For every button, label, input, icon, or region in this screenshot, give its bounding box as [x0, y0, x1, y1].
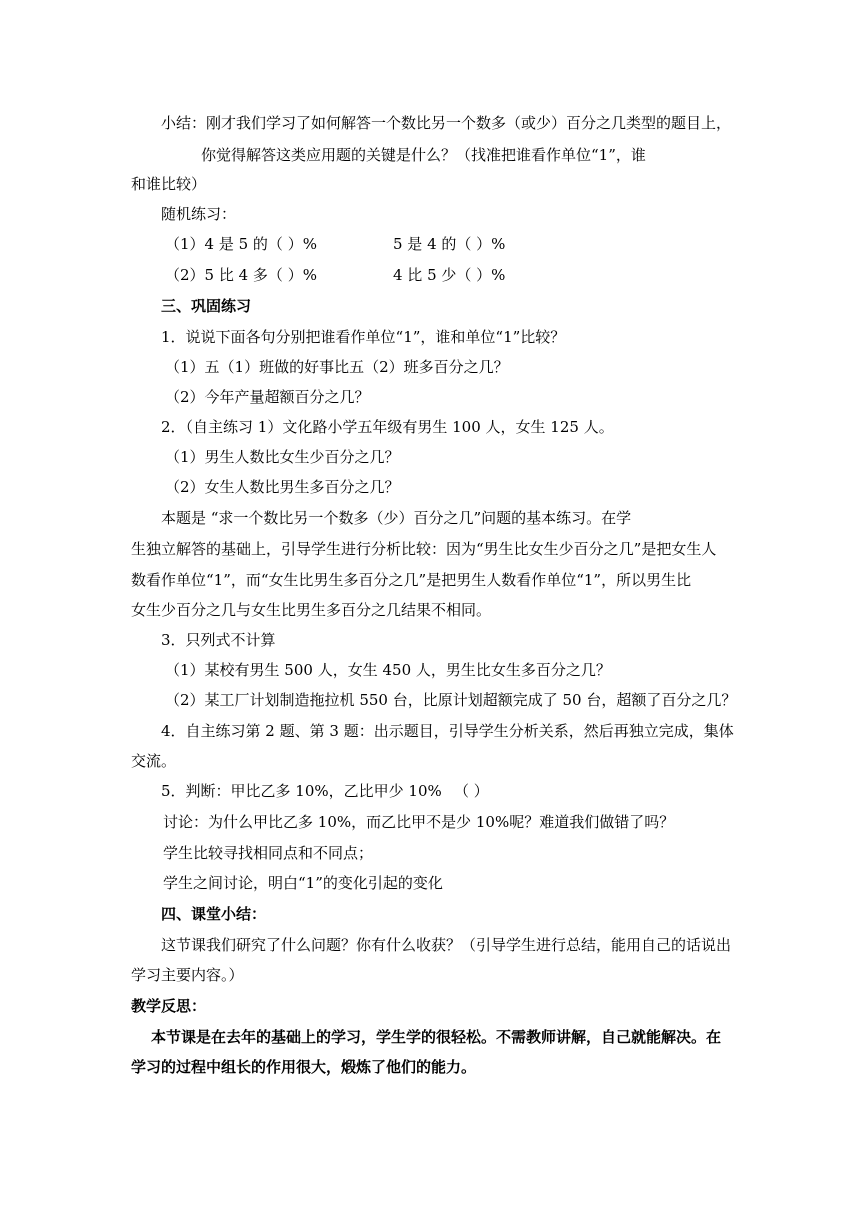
- reflection-line-2: 学习的过程中组长的作用很大，煅炼了他们的能力。: [131, 1058, 477, 1076]
- reflection-line-1: 本节课是在去年的基础上的学习，学生学的很轻松。不需教师讲解，自己就能解决。在: [151, 1028, 722, 1046]
- note-line-1: 本题是 “求一个数比另一个数多（少）百分之几”问题的基本练习。在学: [161, 509, 632, 527]
- note-line-2: 生独立解答的基础上，引导学生进行分析比较：因为“男生比女生少百分之几”是把女生人: [131, 540, 717, 558]
- summary-line-1: 小结：刚才我们学习了如何解答一个数比另一个数多（或少）百分之几类型的题目上，: [161, 114, 732, 132]
- section-3-heading: 三、巩固练习: [161, 297, 252, 315]
- summary-line-2: 你觉得解答这类应用题的关键是什么？（找准把谁看作单位“1”，谁: [201, 146, 646, 164]
- exercise-3-item-2: （2）某工厂计划制造拖拉机 550 台，比原计划超额完成了 50 台，超额了百分之几？: [165, 691, 737, 709]
- random-practice-q1b: 5 是 4 的（ ）%: [393, 235, 506, 253]
- exercise-4-line-1: 4．自主练习第 2 题、第 3 题：出示题目，引导学生分析关系，然后再独立完成，集体: [161, 722, 734, 740]
- random-practice-q2a: （2）5 比 4 多（ ）%: [165, 266, 317, 284]
- random-practice-q1a: （1）4 是 5 的（ ）%: [165, 235, 317, 253]
- exercise-5: 5．判断：甲比乙多 10%，乙比甲少 10%: [161, 782, 442, 800]
- discussion-line: 讨论：为什么甲比乙多 10%，而乙比甲不是少 10%呢？难道我们做错了吗？: [163, 813, 675, 831]
- exercise-2-item-1: （1）男生人数比女生少百分之几？: [165, 448, 400, 466]
- random-practice-heading: 随机练习：: [161, 205, 237, 223]
- section-4-heading: 四、课堂小结：: [161, 905, 267, 923]
- random-practice-q2b: 4 比 5 少（ ）%: [393, 266, 506, 284]
- comparison-line: 学生比较寻找相同点和不同点；: [163, 844, 374, 862]
- exercise-1-item-2: （2）今年产量超额百分之几？: [165, 388, 370, 406]
- note-line-3: 数看作单位“1”，而“女生比男生多百分之几”是把男生人数看作单位“1”，所以男生比: [131, 571, 692, 589]
- summary-line-3: 和谁比较）: [131, 175, 207, 193]
- exercise-2: 2．（自主练习 1）文化路小学五年级有男生 100 人，女生 125 人。: [161, 418, 614, 436]
- section-4-line-2: 学习主要内容。）: [131, 966, 244, 984]
- exercise-3-item-1: （1）某校有男生 500 人，女生 450 人，男生比女生多百分之几？: [165, 661, 611, 679]
- exercise-4-line-2: 交流。: [131, 752, 177, 770]
- exercise-2-item-2: （2）女生人数比男生多百分之几？: [165, 478, 400, 496]
- talk-line: 学生之间讨论，明白“1”的变化引起的变化: [163, 874, 443, 892]
- exercise-5-answer-blank: （ ）: [454, 782, 489, 800]
- exercise-3: 3．只列式不计算: [161, 631, 276, 649]
- note-line-4: 女生少百分之几与女生比男生多百分之几结果不相同。: [131, 601, 492, 619]
- section-4-line-1: 这节课我们研究了什么问题？你有什么收获？（引导学生进行总结，能用自己的话说出: [161, 936, 732, 954]
- reflection-heading: 教学反思：: [131, 997, 207, 1015]
- exercise-1-item-1: （1）五（1）班做的好事比五（2）班多百分之几？: [165, 358, 509, 376]
- exercise-1: 1．说说下面各句分别把谁看作单位“1”，谁和单位“1”比较？: [161, 328, 566, 346]
